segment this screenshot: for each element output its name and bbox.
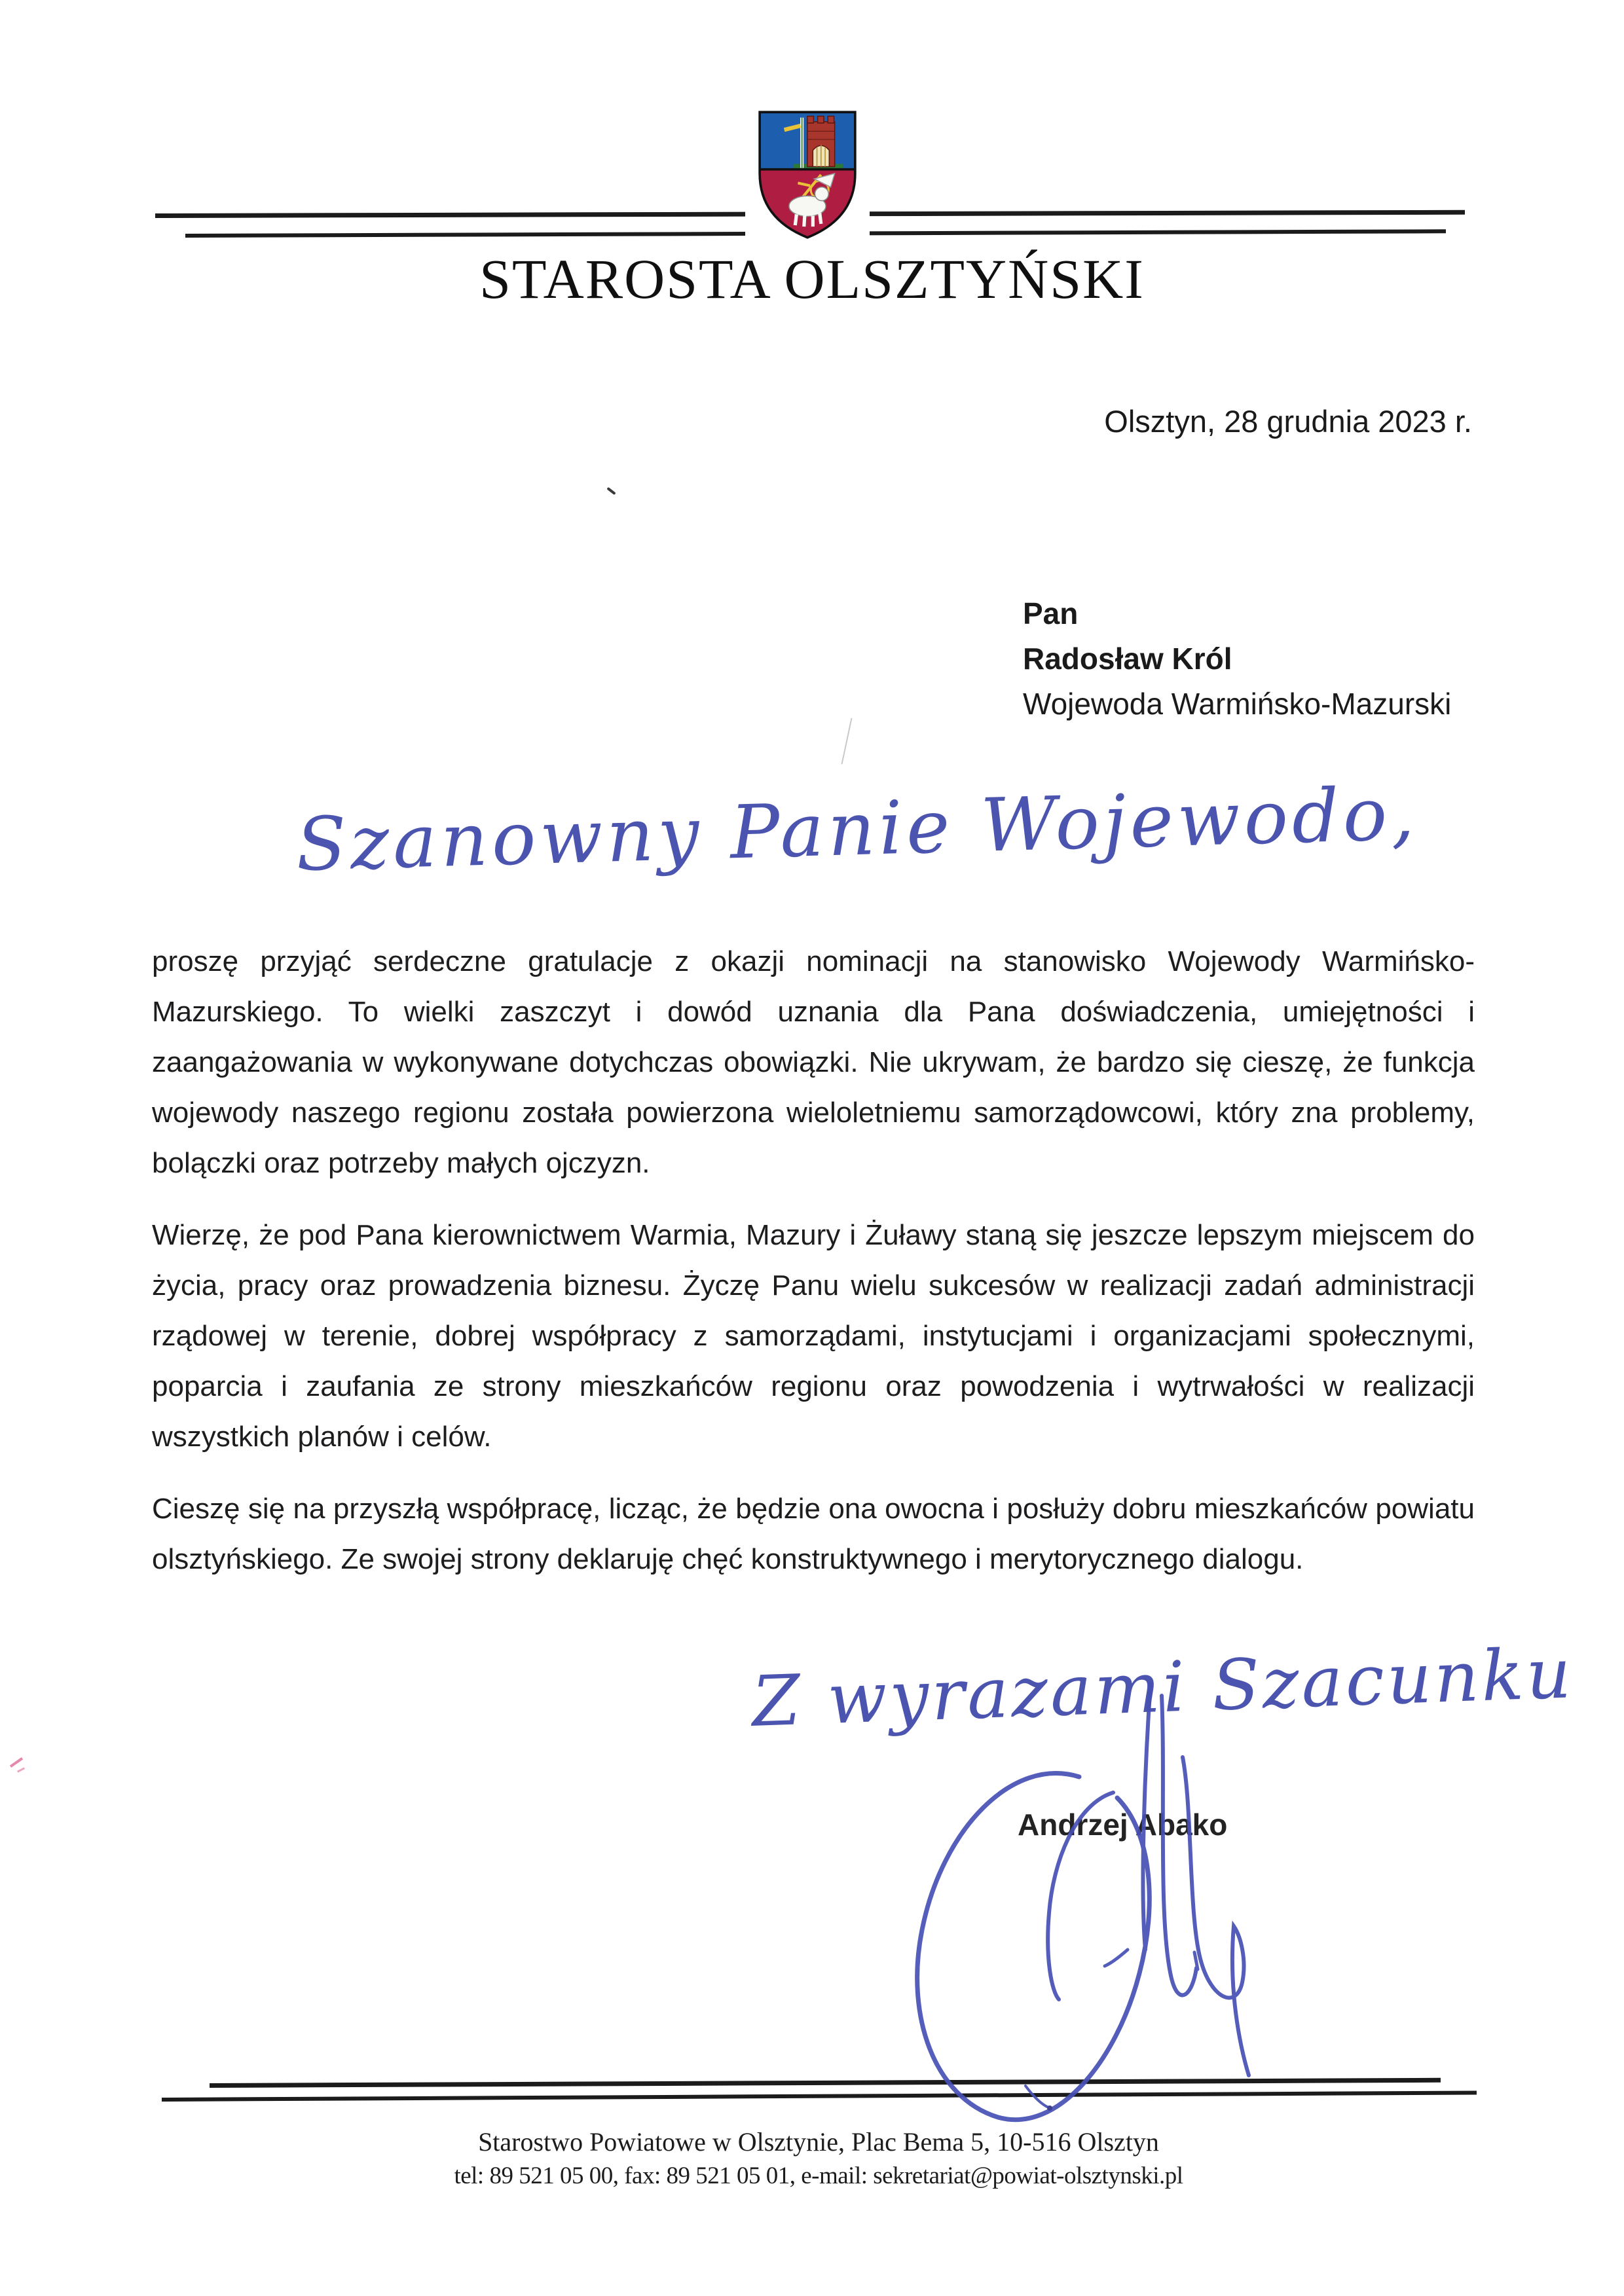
recipient-salutation: Pan bbox=[1023, 596, 1079, 630]
handwritten-greeting: Szanowny Panie Wojewodo, bbox=[295, 771, 1420, 888]
shield-fields bbox=[756, 108, 859, 242]
footer-block bbox=[0, 2125, 1624, 2193]
signature-vertical-3 bbox=[1183, 1757, 1249, 2075]
letter-body bbox=[152, 936, 1475, 1584]
scan-artifact-tick bbox=[606, 487, 616, 495]
footer-contacts: tel: 89 521 05 00, fax: 89 521 05 01, e-mail: sekretariat@powiat-olsztynski.pl bbox=[454, 2162, 1183, 2189]
paragraph-2: Wierzę, że pod Pana kierownictwem Warmia, Mazury i Żuławy staną się jeszcze lepszym miejscem do życia, pracy oraz prowadzenia biznesu. Życzę Panu wielu sukcesów w realizacji zadań administracji rządowej w terenie, dobrej współpracy z samorządami, instytucjami i organizacjami społecznymi, poparcia i zaufania ze strony mieszkańców regionu oraz powodzenia i wytrwałości w realizacji wszystkich planów i celów. bbox=[152, 1219, 1475, 1453]
paragraph-3: Cieszę się na przyszłą współpracę, licząc, że będzie ona owocna i posłuży dobru mieszkańców powiatu olsztyńskiego. Ze swojej strony deklaruję chęć konstruktywnego i merytorycznego dialogu. bbox=[152, 1493, 1475, 1575]
coat-of-arms-wrapper bbox=[745, 108, 870, 247]
recipient-block bbox=[1023, 591, 1451, 727]
signature-dash bbox=[1105, 1950, 1128, 1966]
signature-tick bbox=[1194, 1952, 1198, 1969]
footer-rule-top bbox=[210, 2078, 1441, 2088]
recipient-role: Wojewoda Warmińsko-Mazurski bbox=[1023, 687, 1452, 721]
footer-address: Starostwo Powiatowe w Olsztynie, Plac Bema 5, 10-516 Olsztyn bbox=[478, 2127, 1159, 2157]
dateline: Olsztyn, 28 grudnia 2023 r. bbox=[1104, 404, 1472, 439]
coat-of-arms-icon bbox=[755, 108, 860, 242]
scan-artifact-pink-small bbox=[17, 1767, 25, 1772]
handwritten-closing: Z wyrazami Szacunku bbox=[750, 1633, 1575, 1742]
paragraph-1: proszę przyjąć serdeczne gratulacje z okazji nominacji na stanowisko Wojewody Warmińsko-Mazurskiego. To wielki zaszczyt i dowód uznania dla Pana doświadczenia, umiejętności i zaangażowania w wykonywane dotychczas obowiązki. Nie ukrywam, że bardzo się cieszę, że funkcja wojewody naszego regionu została powierzona wieloletniemu samorządowcowi, który zna problemy, bolączki oraz potrzeby małych ojczyzn. bbox=[152, 945, 1475, 1179]
letterhead-title: STAROSTA OLSZTYŃSKI bbox=[479, 247, 1145, 310]
footer-rule-bottom bbox=[162, 2090, 1477, 2102]
shield-gate-tower bbox=[807, 116, 835, 166]
scan-artifact-pink bbox=[10, 1757, 23, 1768]
signer-name: Andrzej Abako bbox=[1018, 1808, 1228, 1842]
scan-artifact-scratch bbox=[841, 718, 853, 765]
recipient-name: Radosław Król bbox=[1023, 642, 1232, 676]
signature-ink-dot bbox=[1047, 2105, 1052, 2111]
signature-vertical-2 bbox=[1162, 1696, 1196, 1995]
